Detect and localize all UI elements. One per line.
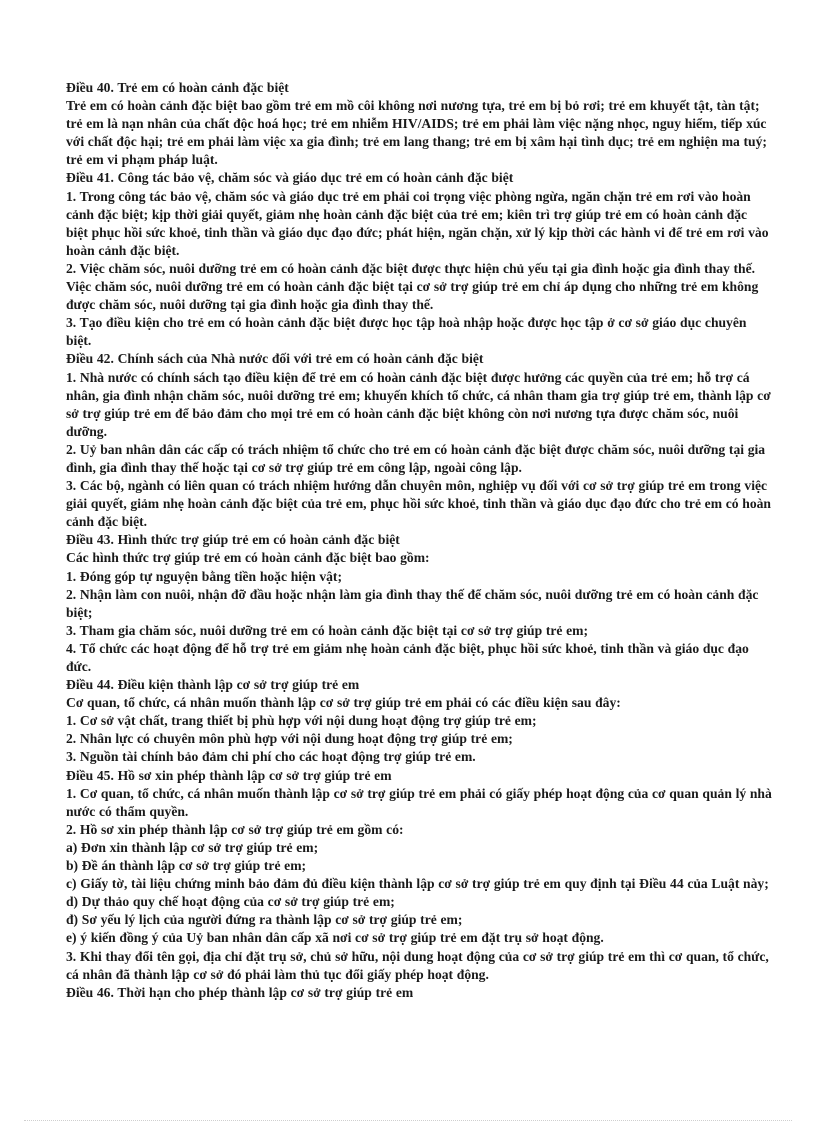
article-41-clause-2: 2. Việc chăm sóc, nuôi dưỡng trẻ em có hoàn cảnh đặc biệt được thực hiện chủ yếu tại gia đình hoặc gia đình thay thế. Việc chăm sóc, nuôi dưỡng trẻ em có hoàn cảnh đặc biệt tại cơ sở trợ giúp trẻ em chỉ áp dụng cho những trẻ em không được chăm sóc, nuôi dưỡng tại gia đình hoặc gia đình thay thế. [66, 260, 759, 313]
article-41-clause-3: 3. Tạo điều kiện cho trẻ em có hoàn cảnh đặc biệt được học tập hoà nhập hoặc được học tập ở cơ sở giáo dục chuyên biệt. [66, 315, 747, 349]
article-43-item-1: 1. Đóng góp tự nguyện bằng tiền hoặc hiện vật; [66, 568, 342, 584]
article-44-item-1: 1. Cơ sở vật chất, trang thiết bị phù hợp với nội dung hoạt động trợ giúp trẻ em; [66, 713, 537, 729]
page-bottom-divider [24, 1120, 792, 1121]
article-45-item-dd: đ) Sơ yếu lý lịch của người đứng ra thành lập cơ sở trợ giúp trẻ em; [66, 912, 463, 928]
article-45-clause-1: 1. Cơ quan, tổ chức, cá nhân muốn thành lập cơ sở trợ giúp trẻ em phải có giấy phép hoạt động của cơ quan quản lý nhà nước có thẩm quyền. [66, 785, 772, 819]
article-45-item-c: c) Giấy tờ, tài liệu chứng minh bảo đảm đủ điều kiện thành lập cơ sở trợ giúp trẻ em quy định tại Điều 44 của Luật này; [66, 876, 769, 892]
article-45-clause-2: 2. Hồ sơ xin phép thành lập cơ sở trợ giúp trẻ em gồm có: [66, 821, 404, 837]
article-41-clause-1: 1. Trong công tác bảo vệ, chăm sóc và giáo dục trẻ em phải coi trọng việc phòng ngừa, ngăn chặn trẻ em rơi vào hoàn cảnh đặc biệt; kịp thời giải quyết, giảm nhẹ hoàn cảnh đặc biệt của trẻ em; kiên trì trợ giúp trẻ em có hoàn cảnh đặc biệt phục hồi sức khoẻ, tinh thần và giáo dục đạo đức; phát hiện, ngăn chặn, xử lý kịp thời các hành vi để trẻ em rơi vào hoàn cảnh đặc biệt. [66, 188, 769, 258]
article-42-clause-1: 1. Nhà nước có chính sách tạo điều kiện để trẻ em có hoàn cảnh đặc biệt được hưởng các quyền của trẻ em; hỗ trợ cá nhân, gia đình nhận chăm sóc, nuôi dưỡng trẻ em; khuyến khích tổ chức, cá nhân tham gia trợ giúp trẻ em, thành lập cơ sở trợ giúp trẻ em để bảo đảm cho mọi trẻ em có hoàn cảnh đặc biệt không còn nơi nương tựa được chăm sóc, nuôi dưỡng. [66, 369, 771, 439]
article-44-item-3: 3. Nguồn tài chính bảo đảm chi phí cho các hoạt động trợ giúp trẻ em. [66, 749, 476, 765]
article-40-body: Trẻ em có hoàn cảnh đặc biệt bao gồm trẻ em mồ côi không nơi nương tựa, trẻ em bị bỏ rơi; trẻ em khuyết tật, tàn tật; trẻ em là nạn nhân của chất độc hoá học; trẻ em nhiễm HIV/AIDS; trẻ em phải làm việc nặng nhọc, nguy hiểm, tiếp xúc với chất độc hại; trẻ em phải làm việc xa gia đình; trẻ em lang thang; trẻ em bị xâm hại tình dục; trẻ em nghiện ma tuý; trẻ em vi phạm pháp luật. [66, 98, 767, 168]
article-43-item-4: 4. Tổ chức các hoạt động để hỗ trợ trẻ em giảm nhẹ hoàn cảnh đặc biệt, phục hồi sức khoẻ, tinh thần và giáo dục đạo đức. [66, 640, 749, 674]
article-46-heading: Điều 46. Thời hạn cho phép thành lập cơ sở trợ giúp trẻ em [66, 984, 414, 1000]
article-44-item-2: 2. Nhân lực có chuyên môn phù hợp với nội dung hoạt động trợ giúp trẻ em; [66, 731, 513, 747]
article-45-clause-3: 3. Khi thay đổi tên gọi, địa chỉ đặt trụ sở, chủ sở hữu, nội dung hoạt động của cơ sở trợ giúp trẻ em thì cơ quan, tổ chức, cá nhân đã thành lập cơ sở đó phải làm thủ tục đổi giấy phép hoạt động. [66, 948, 769, 982]
article-41-heading: Điều 41. Công tác bảo vệ, chăm sóc và giáo dục trẻ em có hoàn cảnh đặc biệt [66, 170, 514, 186]
document-body [66, 79, 772, 1002]
article-44-intro: Cơ quan, tổ chức, cá nhân muốn thành lập cơ sở trợ giúp trẻ em phải có các điều kiện sau đây: [66, 695, 621, 711]
article-42-heading: Điều 42. Chính sách của Nhà nước đối với trẻ em có hoàn cảnh đặc biệt [66, 351, 484, 367]
article-42-clause-3: 3. Các bộ, ngành có liên quan có trách nhiệm hướng dẫn chuyên môn, nghiệp vụ đối với cơ sở trợ giúp trẻ em trong việc giải quyết, giảm nhẹ hoàn cảnh đặc biệt của trẻ em, phục hồi sức khoẻ, tinh thần và giáo dục đạo đức cho trẻ em có hoàn cảnh đặc biệt. [66, 478, 771, 530]
article-43-heading: Điều 43. Hình thức trợ giúp trẻ em có hoàn cảnh đặc biệt [66, 532, 400, 548]
article-45-item-a: a) Đơn xin thành lập cơ sở trợ giúp trẻ em; [66, 839, 319, 855]
article-40-heading: Điều 40. Trẻ em có hoàn cảnh đặc biệt [66, 80, 289, 95]
article-45-item-e: e) ý kiến đồng ý của Uỷ ban nhân dân cấp xã nơi cơ sở trợ giúp trẻ em đặt trụ sở hoạt động. [66, 930, 604, 946]
article-43-intro: Các hình thức trợ giúp trẻ em có hoàn cảnh đặc biệt bao gồm: [66, 550, 430, 566]
article-43-item-2: 2. Nhận làm con nuôi, nhận đỡ đầu hoặc nhận làm gia đình thay thế để chăm sóc, nuôi dưỡng trẻ em có hoàn cảnh đặc biệt; [66, 586, 759, 620]
article-45-heading: Điều 45. Hồ sơ xin phép thành lập cơ sở trợ giúp trẻ em [66, 767, 392, 783]
article-44-heading: Điều 44. Điều kiện thành lập cơ sở trợ giúp trẻ em [66, 677, 360, 693]
article-43-item-3: 3. Tham gia chăm sóc, nuôi dưỡng trẻ em có hoàn cảnh đặc biệt tại cơ sở trợ giúp trẻ em; [66, 622, 589, 638]
article-45-item-b: b) Đề án thành lập cơ sở trợ giúp trẻ em; [66, 858, 307, 874]
article-45-item-d: d) Dự thảo quy chế hoạt động của cơ sở trợ giúp trẻ em; [66, 894, 395, 910]
article-42-clause-2: 2. Uỷ ban nhân dân các cấp có trách nhiệm tổ chức cho trẻ em có hoàn cảnh đặc biệt được chăm sóc, nuôi dưỡng tại gia đình, gia đình thay thế hoặc tại cơ sở trợ giúp trẻ em công lập, ngoài công lập. [66, 441, 766, 475]
